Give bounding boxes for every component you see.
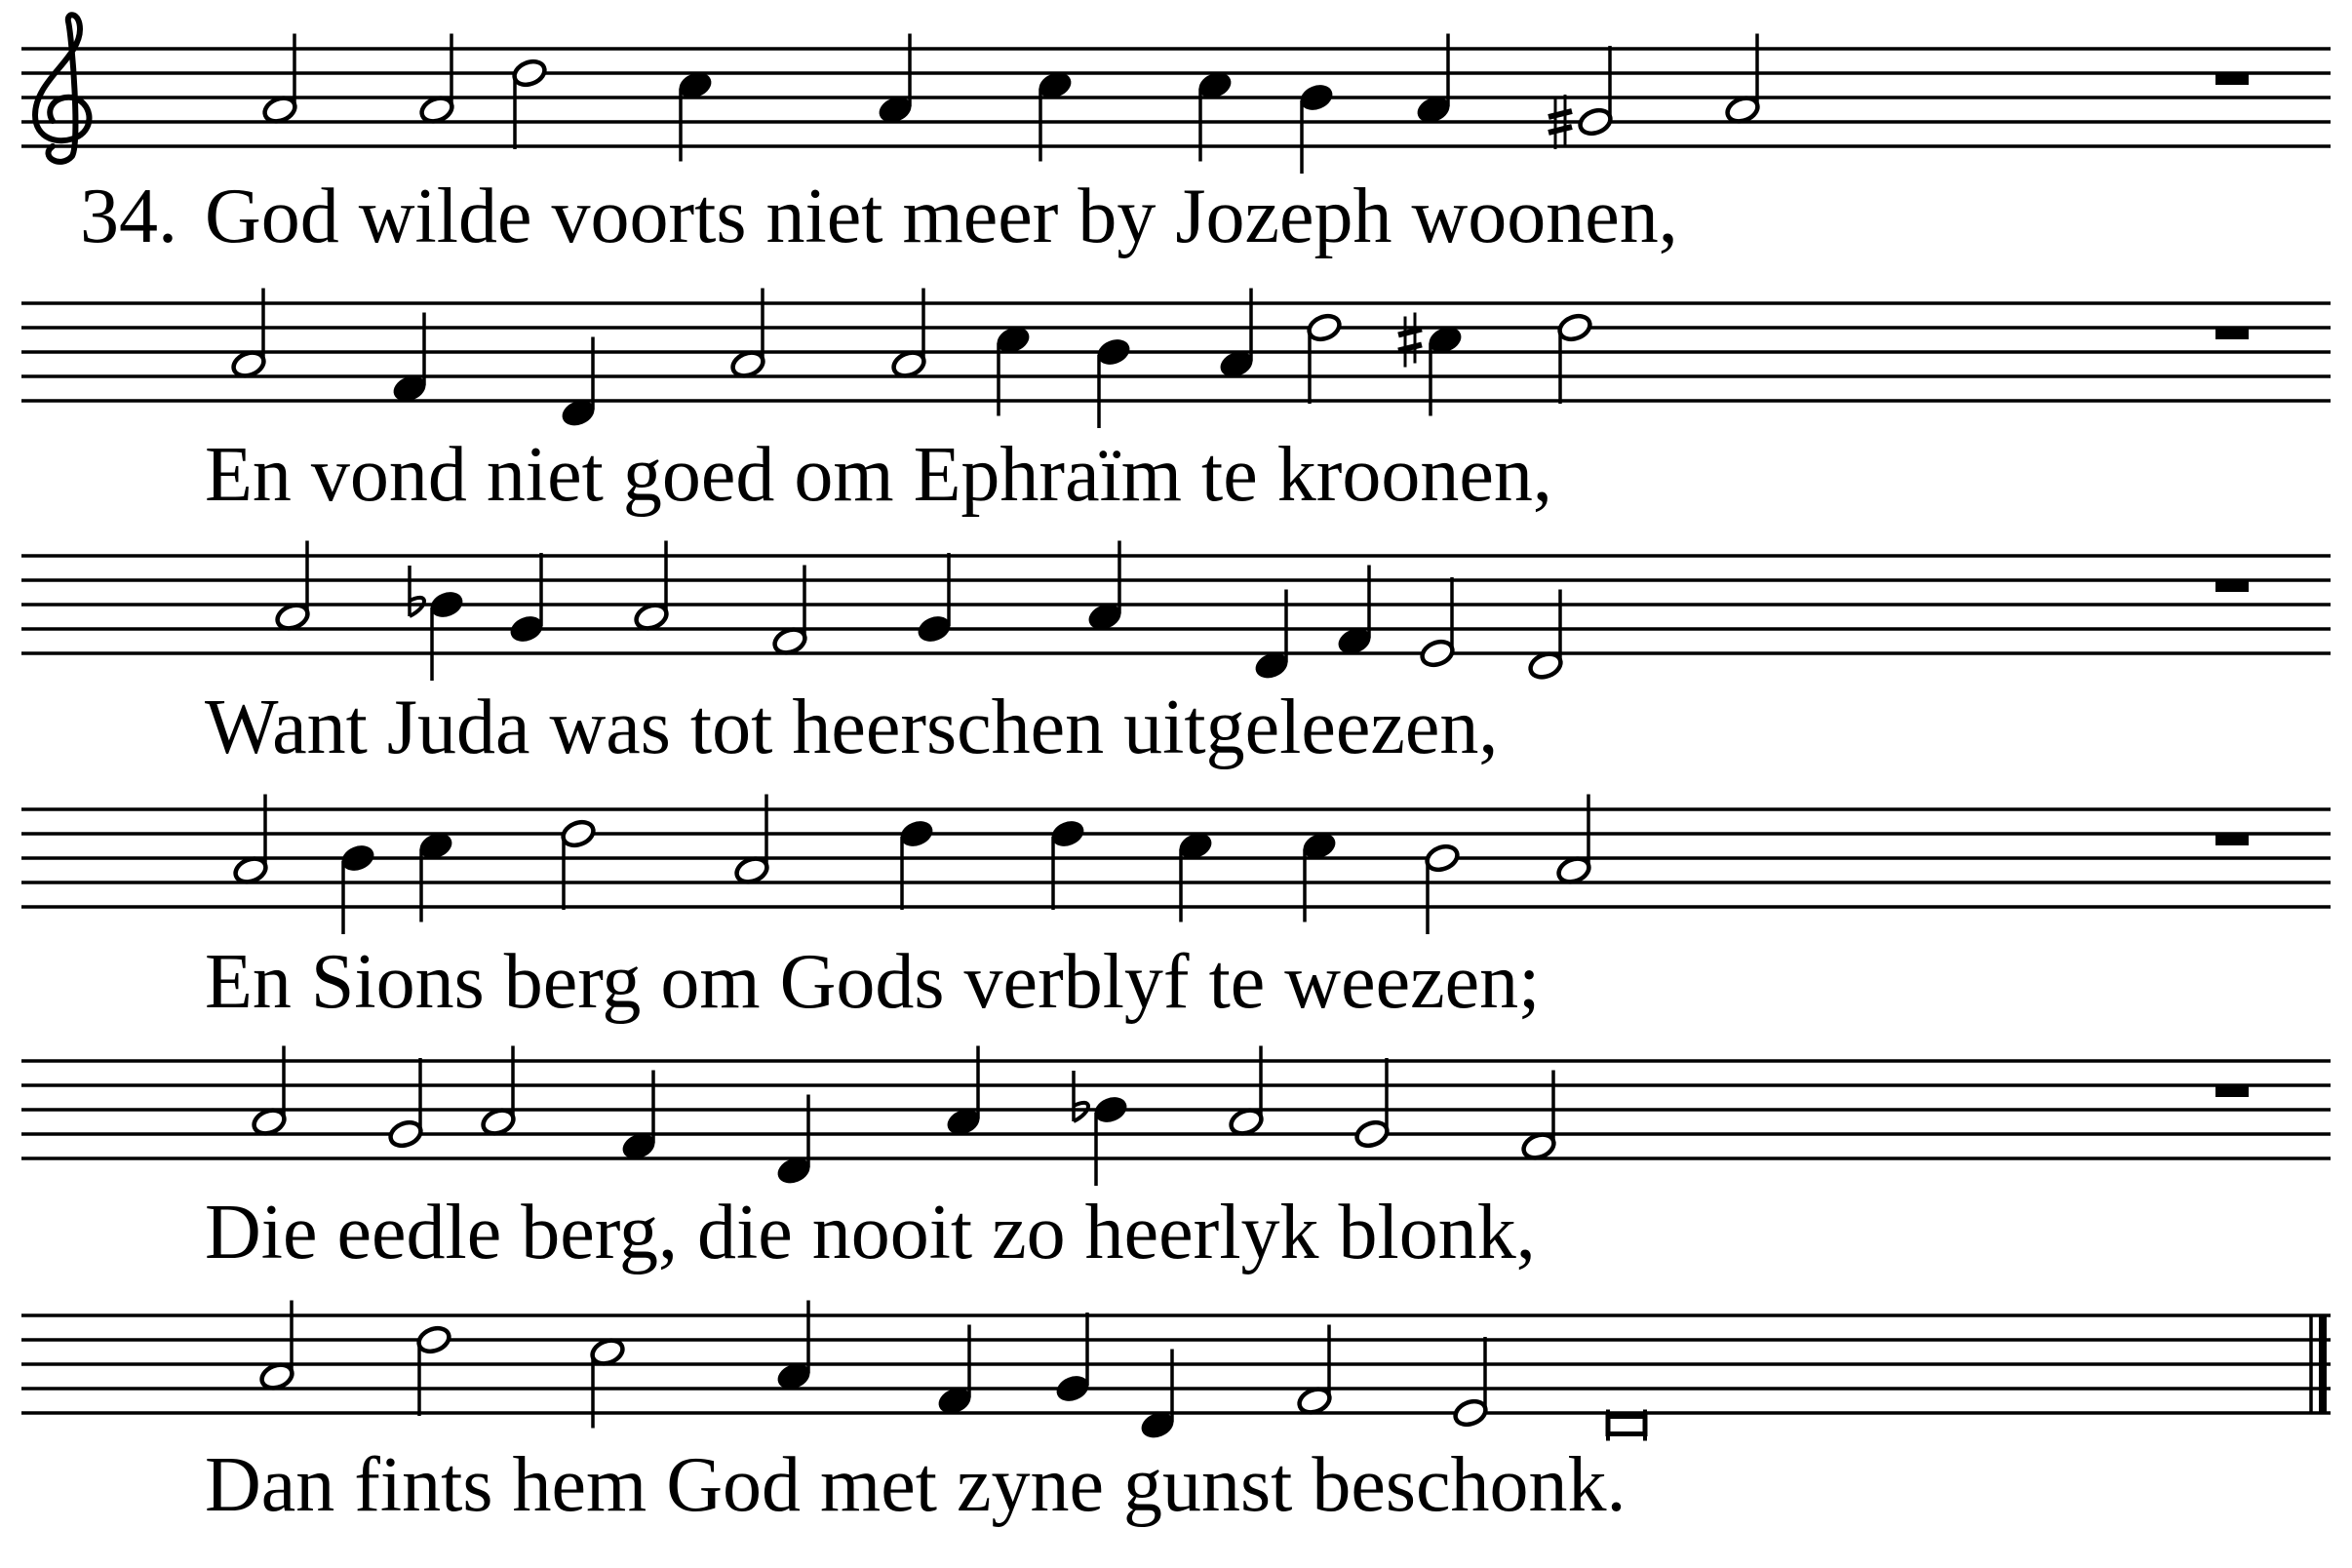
- rest-icon: [2215, 73, 2249, 85]
- staff-system-5: [21, 1046, 2331, 1187]
- note: [1424, 843, 1461, 934]
- lyric-line-6: Dan fints hem God met zyne gunst beschonk.: [205, 1442, 1627, 1528]
- note: [339, 843, 376, 934]
- note: [1608, 1410, 1645, 1441]
- note: [1074, 1071, 1129, 1186]
- note: [916, 553, 953, 645]
- note: [1306, 312, 1343, 404]
- note: [1298, 82, 1335, 174]
- flat-icon: [1074, 1103, 1088, 1121]
- verse-number: 34.: [80, 174, 177, 259]
- note: [511, 58, 548, 149]
- rest-icon: [2215, 580, 2249, 592]
- lyric-line-1: God wilde voorts niet meer by Jozeph woonen,: [205, 174, 1678, 259]
- treble-clef-icon: [35, 15, 89, 162]
- flat-icon: [410, 598, 424, 616]
- staff-system-3: [21, 541, 2331, 682]
- note: [1049, 818, 1086, 910]
- note: [560, 818, 597, 910]
- sharp-icon: [1398, 330, 1422, 335]
- note: [898, 818, 935, 910]
- lyric-line-5: Die eedle berg, die nooit zo heerlyk blonk,: [205, 1190, 1536, 1275]
- staff-system-4: [21, 795, 2331, 935]
- lyric-line-3: Want Juda was tot heerschen uitgeleezen,: [205, 685, 1499, 770]
- staff-system-2: [21, 289, 2331, 429]
- staff-system-6: [21, 1301, 2331, 1441]
- rest-icon: [2215, 834, 2249, 845]
- sharp-icon: [1398, 345, 1422, 351]
- note: [508, 553, 545, 645]
- note: [1095, 336, 1132, 428]
- rest-icon: [2215, 328, 2249, 339]
- sharp-icon: [1548, 111, 1572, 117]
- sharp-icon: [1548, 127, 1572, 133]
- note: [410, 566, 465, 681]
- note: [1419, 577, 1456, 669]
- note: [387, 1058, 424, 1150]
- note: [1353, 1058, 1391, 1150]
- note: [415, 1324, 452, 1416]
- lyric-line-2: En vond niet goed om Ephraïm te kroonen,: [205, 432, 1552, 518]
- note: [1452, 1337, 1489, 1429]
- rest-icon: [2215, 1085, 2249, 1097]
- note: [1054, 1313, 1091, 1404]
- note-breve: [1608, 1417, 1645, 1434]
- lyric-line-4: En Sions berg om Gods verblyf te weezen;: [205, 939, 1541, 1025]
- staff-system-1: [21, 15, 2331, 174]
- note: [1556, 312, 1593, 404]
